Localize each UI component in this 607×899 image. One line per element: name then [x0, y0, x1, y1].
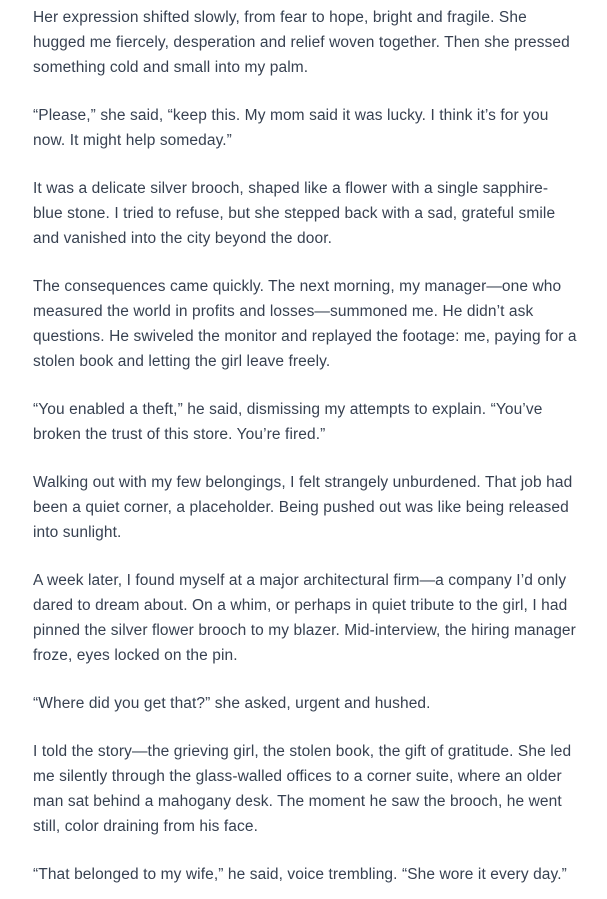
story-paragraph: A week later, I found myself at a major architectural firm—a company I’d only dared to dream about. On a whim, or perhaps in quiet tribute to the girl, I had pinned the silver flower brooch to my blazer. Mid-interview, the hiring manager froze, eyes locked on the pin. [33, 572, 576, 664]
story-paragraph: Walking out with my few belongings, I felt strangely unburdened. That job had been a quiet corner, a placeholder. Being pushed out was like being released into sunlight. [33, 474, 573, 541]
story-paragraph: The consequences came quickly. The next morning, my manager—one who measured the world in profits and losses—summoned me. He didn’t ask questions. He swiveled the monitor and replayed the footage: me, paying for a stolen book and letting the girl leave freely. [33, 278, 577, 370]
story-paragraph: “That belonged to my wife,” he said, voice trembling. “She wore it every day.” [33, 866, 567, 883]
story-paragraph: “You enabled a theft,” he said, dismissing my attempts to explain. “You’ve broken the trust of this store. You’re fired.” [33, 401, 543, 443]
story-paragraph: It was a delicate silver brooch, shaped like a flower with a single sapphire-blue stone. I tried to refuse, but she stepped back with a sad, grateful smile and vanished into the city beyond the door. [33, 180, 556, 247]
story-paragraph: Her expression shifted slowly, from fear to hope, bright and fragile. She hugged me fiercely, desperation and relief woven together. Then she pressed something cold and small into my palm. [33, 9, 570, 76]
story-paragraph: “Please,” she said, “keep this. My mom said it was lucky. I think it’s for you now. It might help someday.” [33, 107, 549, 149]
story-paragraph: “Where did you get that?” she asked, urgent and hushed. [33, 695, 431, 712]
story-paragraph: I told the story—the grieving girl, the stolen book, the gift of gratitude. She led me silently through the glass-walled offices to a corner suite, where an older man sat behind a mahogany desk. The moment he saw the brooch, he went still, color draining from his face. [33, 743, 572, 835]
